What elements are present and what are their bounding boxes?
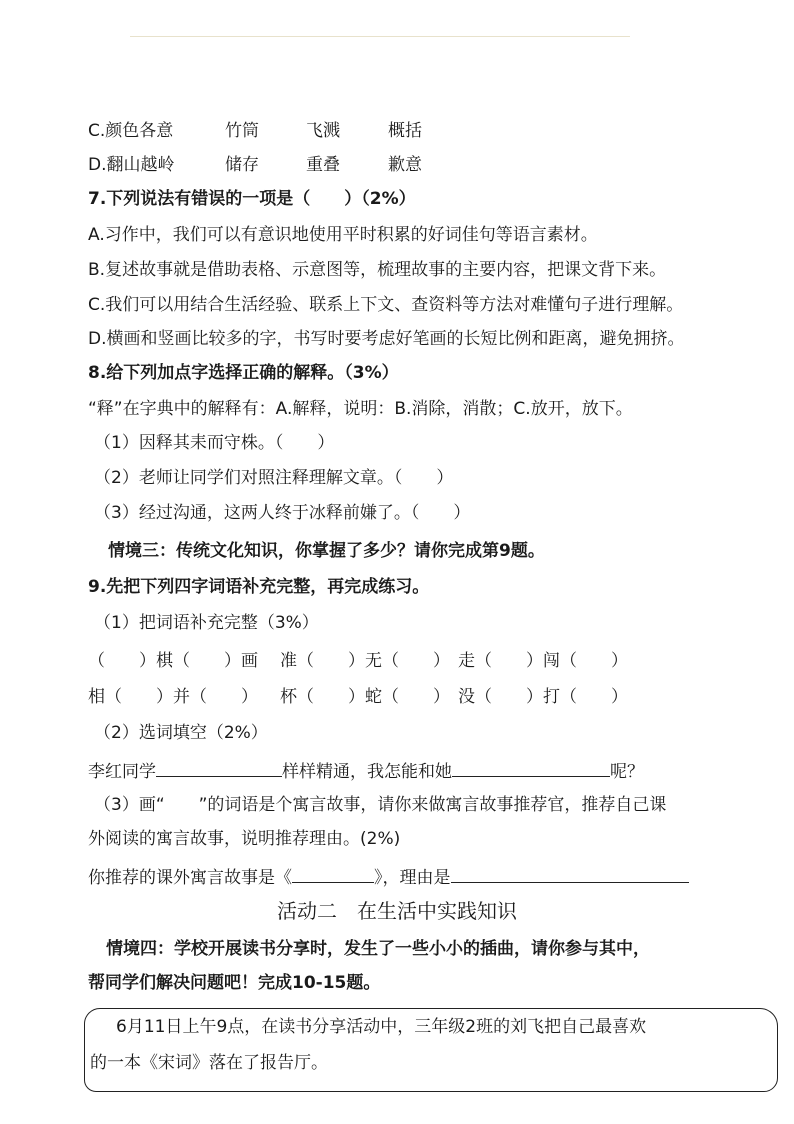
fill-middle: 样样精通，我怎能和她: [282, 762, 452, 782]
option-d-word-3: 歉意: [388, 155, 422, 175]
q7-option-c: C.我们可以用结合生活经验、联系上下文、查资料等方法对难懂句子进行理解。: [88, 295, 684, 315]
option-d-label: D.翻山越岭: [88, 155, 175, 175]
q7-option-a: A.习作中，我们可以有意识地使用平时积累的好词佳句等语言素材。: [88, 225, 598, 245]
fill-blank-1[interactable]: [156, 758, 282, 777]
scene-4-line-2: 帮同学们解决问题吧！完成10-15题。: [88, 973, 381, 993]
q8-item-1: （1）因释其耒而守株。（ ）: [94, 433, 335, 453]
activity-2-title: 活动二 在生活中实践知识: [277, 899, 517, 923]
option-c-word-1: 竹筒: [225, 121, 259, 141]
recommend-prefix: 你推荐的课外寓言故事是《: [88, 868, 292, 888]
recommend-middle: 》，理由是: [374, 868, 451, 888]
story-line-2: 的一本《宋词》落在了报告厅。: [90, 1053, 328, 1073]
q7-option-d: D.横画和竖画比较多的字，书写时要考虑好笔画的长短比例和距离，避免拥挤。: [88, 329, 685, 349]
idiom-blank: 相（ ）并（ ）: [88, 687, 258, 707]
idiom-blank: 没（ ）打（ ）: [458, 687, 628, 707]
q9-part2: （2）选词填空（2%）: [94, 723, 268, 743]
option-c-label: C.颜色各意: [88, 121, 174, 141]
option-d-word-2: 重叠: [306, 155, 340, 175]
reason-blank[interactable]: [451, 864, 689, 883]
option-c-word-2: 飞溅: [306, 121, 340, 141]
idiom-blank: 走（ ）闯（ ）: [458, 651, 628, 671]
scene-4-line-1: 情境四：学校开展读书分享时，发生了一些小小的插曲，请你参与其中，: [106, 939, 650, 959]
fill-prefix: 李红同学: [88, 762, 156, 782]
q7-option-b: B.复述故事就是借助表格、示意图等，梳理故事的主要内容，把课文背下来。: [88, 260, 667, 280]
q8-item-2: （2）老师让同学们对照注释理解文章。（ ）: [94, 468, 454, 488]
q8-title: 8.给下列加点字选择正确的解释。（3%）: [88, 363, 399, 383]
idiom-blank: （ ）棋（ ）画: [88, 651, 258, 671]
q9-recommend-line: [88, 864, 689, 889]
q8-item-3: （3）经过沟通，这两人终于冰释前嫌了。（ ）: [94, 503, 471, 523]
q8-definition: “释”在字典中的解释有：A.解释，说明：B.消除，消散；C.放开，放下。: [88, 399, 633, 419]
book-title-blank[interactable]: [292, 864, 374, 883]
q7-title: 7.下列说法有错误的一项是（ ）（2%）: [88, 189, 416, 209]
idiom-blank: 准（ ）无（ ）: [280, 651, 450, 671]
story-line-1: 6月11日上午9点，在读书分享活动中，三年级2班的刘飞把自己最喜欢: [116, 1017, 647, 1037]
q9-title: 9.先把下列四字词语补充完整，再完成练习。: [88, 577, 430, 597]
q9-fill-sentence: [88, 758, 644, 783]
q9-part3-line-1: （3）画“ ”的词语是个寓言故事，请你来做寓言故事推荐官，推荐自己课: [94, 795, 667, 815]
fill-blank-2[interactable]: [452, 758, 610, 777]
q9-part1: （1）把词语补充完整（3%）: [94, 613, 319, 633]
q9-part3-line-2: 外阅读的寓言故事，说明推荐理由。(2%): [88, 829, 401, 849]
idiom-blank: 杯（ ）蛇（ ）: [280, 687, 450, 707]
option-d-word-1: 储存: [225, 155, 259, 175]
fill-suffix: 呢？: [610, 762, 644, 782]
scene-3-heading: 情境三：传统文化知识，你掌握了多少？请你完成第9题。: [108, 541, 545, 561]
option-c-word-3: 概括: [388, 121, 422, 141]
page-top-rule: [130, 36, 630, 37]
